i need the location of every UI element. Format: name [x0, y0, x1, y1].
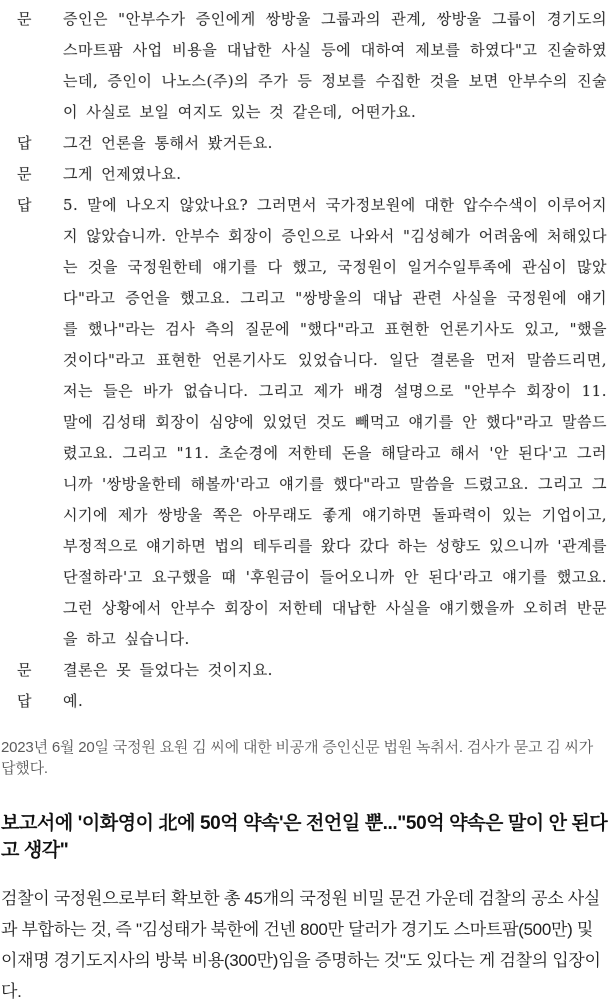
photo-caption: 2023년 6월 20일 국정원 요원 김 씨에 대한 비공개 증인신문 법원 녹취서. 검사가 묻고 김 씨가 답했다.: [1, 739, 594, 777]
transcript-qa-row: [17, 686, 607, 717]
speaker-label: 문: [17, 661, 32, 679]
speaker-label: 문: [17, 165, 32, 183]
speaker-text: 5. 말에 나오지 않았나요? 그러면서 국가정보원에 대한 압수수색이 이루어지지 않았습니까. 안부수 회장이 증인으로 나와서 "김성혜가 어려움에 처해있다는 것을 국정원한테 얘기를 다 했고, 국정원이 일거수일투족에 관심이 많았다"라고 증언을 했고요. 그리고 "쌍방울의 대납 관련 사실을 국정원에 얘기를 했나"라는 검사 측의 질문에 "했다"라고 표현한 언론기사도 있고, "했을 것이다"라고 표현한 언론기사도 있었습니다. 일단 결론을 먼저 말씀드리면, 저는 들은 바가 없습니다. 그리고 제가 배경 설명으로 "안부수 회장이 11. 말에 김성태 회장이 심양에 있었던 것도 빼먹고 얘기를 안 했다"라고 말씀드렸고요. 그리고 "11. 초순경에 저한테 돈을 해달라고 해서 '안 된다'고 그러니까 '쌍방울한테 해볼까'라고 얘기를 했다"라고 말씀을 드렸고요. 그리고 그 시기에 제가 쌍방울 쪽은 아무래도 좋게 얘기하면 돌파력이 있는 기업이고, 부정적으로 얘기하면 법의 테두리를 왔다 갔다 하는 성향도 있으니까 '관계를 단절하라'고 요구했을 때 '후원금이 들어오니까 안 된다'라고 얘기를 했고요. 그런 상황에서 안부수 회장이 저한테 대납한 사실을 얘기했을까 오히려 반문을 하고 싶습니다.: [63, 196, 607, 648]
speaker-label: 문: [17, 10, 32, 28]
transcript-qa-row: [17, 190, 607, 655]
article-paragraph: 검찰이 국정원으로부터 확보한 총 45개의 국정원 비밀 문건 가운데 검찰의 공소 사실과 부합하는 것, 즉 "김성태가 북한에 건넨 800만 달러가 경기도 스마트팜(500만) 및 이재명 경기도지사의 방북 비용(300만)임을 증명하는 것"도 있다는 게 검찰의 입장이다.: [1, 889, 601, 1001]
speaker-text: 예.: [63, 692, 84, 710]
transcript-qa-row: [17, 4, 607, 128]
speaker-label: 답: [17, 134, 32, 152]
speaker-text: 증인은 "안부수가 증인에게 쌍방울 그룹과의 관계, 쌍방울 그룹이 경기도의 스마트팜 사업 비용을 대납한 사실 등에 대하여 제보를 하였다"고 진술하였는데, 증인이 나노스(주)의 주가 등 정보를 수집한 것을 보면 안부수의 진술이 사실로 보일 여지도 있는 것 같은데, 어떤가요.: [63, 10, 607, 121]
transcript-qa-row: [17, 655, 607, 686]
transcript-qa-row: [17, 128, 607, 159]
speaker-text: 그게 언제였나요.: [63, 165, 182, 183]
transcript-qa-row: [17, 159, 607, 190]
speaker-text: 그건 언론을 통해서 봤거든요.: [63, 134, 273, 152]
section-headline: 보고서에 '이화영이 北에 50억 약속'은 전언일 뿐..."50억 약속은 말이 안 된다고 생각": [1, 813, 608, 861]
speaker-label: 답: [17, 196, 32, 214]
speaker-text: 결론은 못 들었다는 것이지요.: [63, 661, 273, 679]
speaker-label: 답: [17, 692, 32, 710]
